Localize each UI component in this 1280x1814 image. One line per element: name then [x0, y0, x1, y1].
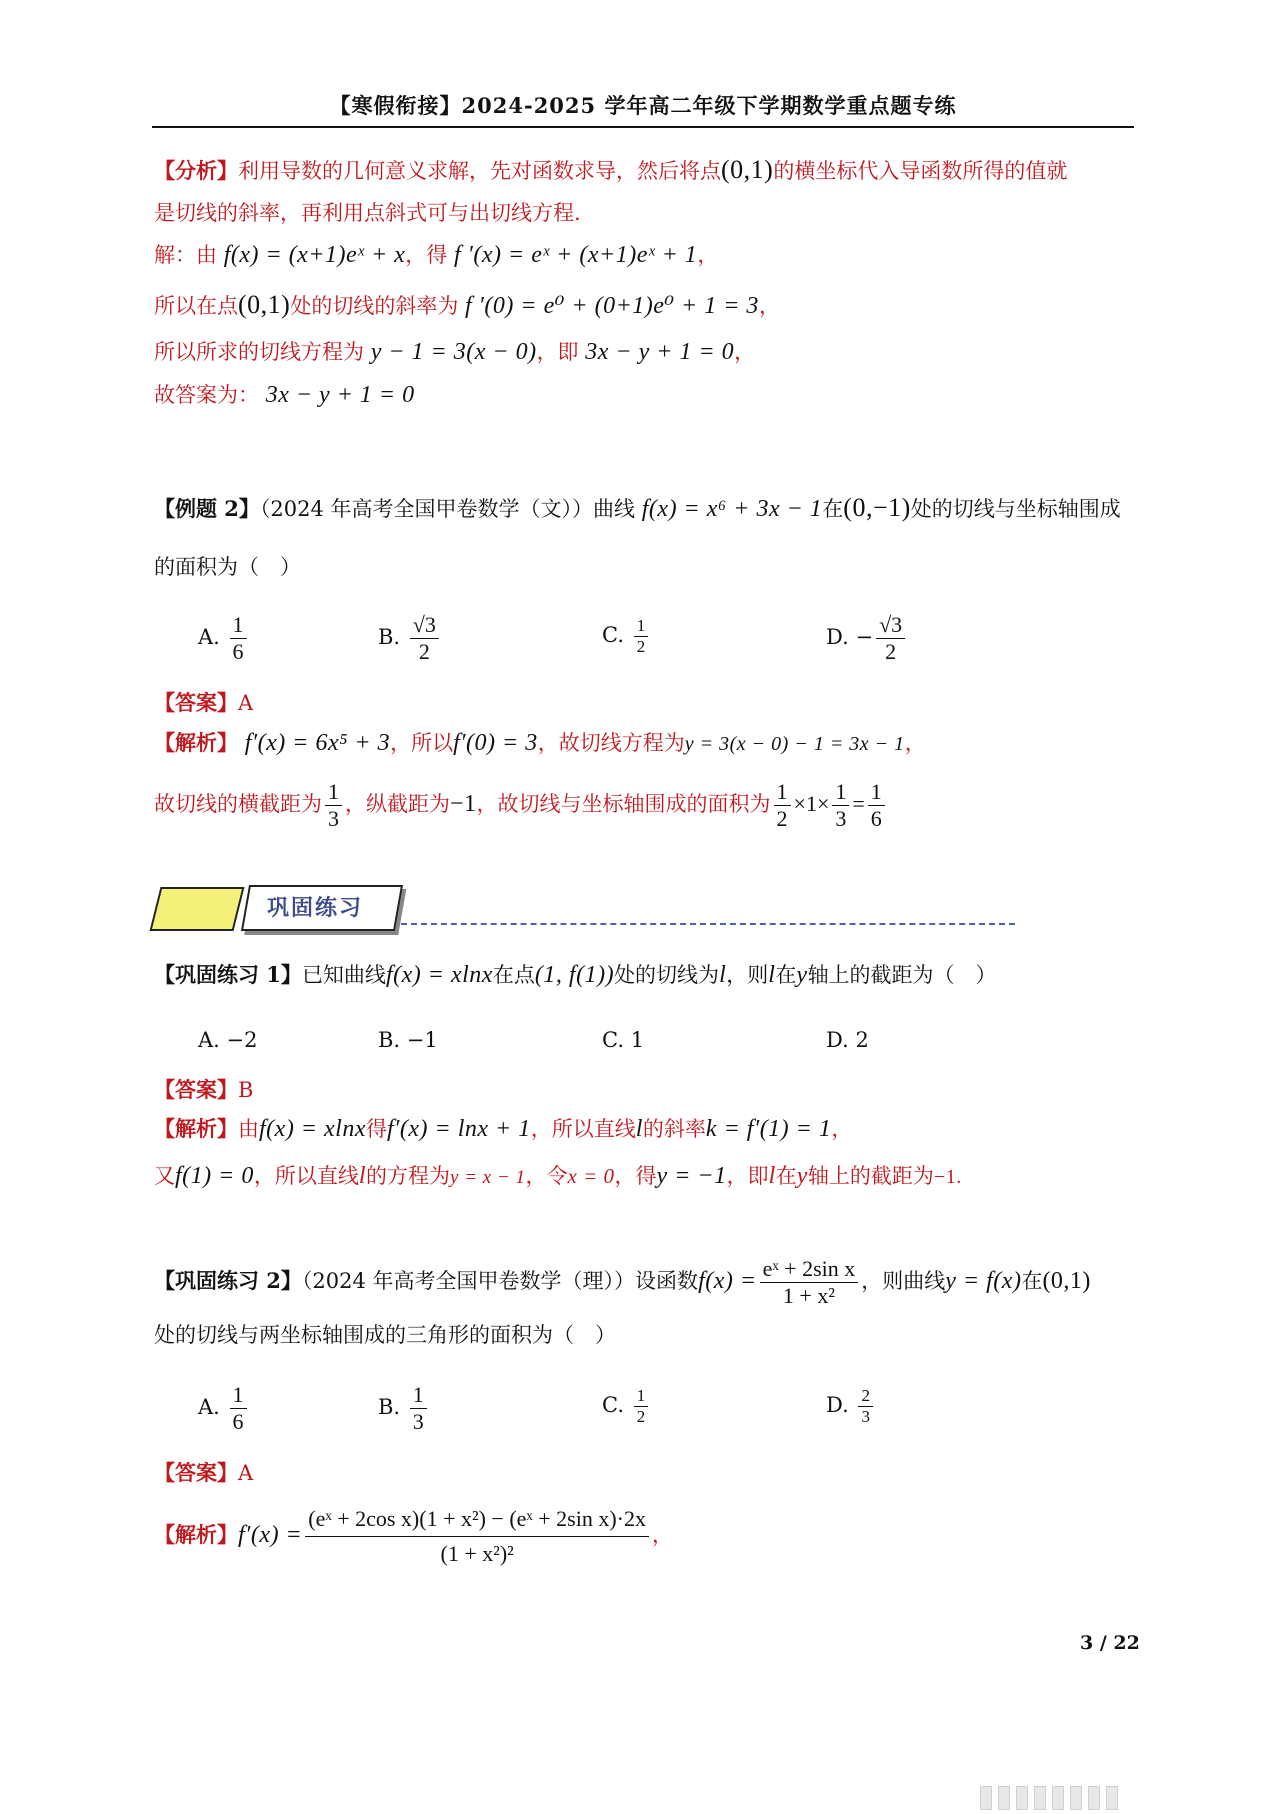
- example2-jiexi-line-1: [154, 728, 926, 759]
- option-label: B.: [378, 1395, 401, 1419]
- solution-text: 解：由: [154, 243, 217, 267]
- jiexi-text: ，: [652, 1523, 674, 1547]
- jiexi-fraction: [325, 779, 342, 832]
- jiexi-text: ，令: [525, 1164, 568, 1188]
- solution-text: ，: [758, 294, 780, 318]
- jiexi-equation: y = 3(x − 0) − 1 = 3x − 1: [684, 733, 905, 755]
- fraction-numerator: 1: [410, 1382, 427, 1409]
- option-fraction: [410, 1382, 427, 1435]
- option-fraction: [230, 1382, 247, 1435]
- fraction-denominator: 6: [232, 1409, 244, 1434]
- scroll-tick: [1034, 1786, 1046, 1810]
- example2-option-c: [602, 616, 651, 657]
- page-number: 3 / 22: [1080, 1632, 1140, 1654]
- solution-text: ，得: [405, 243, 448, 267]
- option-label: C.: [602, 623, 624, 647]
- practice1-var: y: [796, 962, 808, 988]
- example2-option-b: [378, 612, 442, 665]
- practice2-line-2: 处的切线与两坐标轴围成的三角形的面积为（ ）: [154, 1323, 616, 1347]
- fraction-numerator: (eˣ + 2cos x)(1 + x²) − (eˣ + 2sin x)·2x: [305, 1502, 649, 1537]
- example2-point: (0,−1): [843, 493, 911, 522]
- practice2-option-d: [826, 1386, 876, 1427]
- option-value: 1: [630, 1028, 645, 1052]
- example2-option-a: [198, 612, 250, 665]
- jiexi-var: l: [358, 1163, 367, 1189]
- scroll-tick: [1106, 1786, 1118, 1810]
- analysis-tag: 【分析】: [154, 158, 238, 183]
- banner-dashed-line: [401, 923, 1015, 925]
- answer-value: A: [238, 1461, 254, 1485]
- example2-text: 处的切线与坐标轴围成: [910, 497, 1121, 521]
- option-label: A.: [198, 1028, 220, 1052]
- scroll-tick: [1052, 1786, 1064, 1810]
- practice2-option-b: [378, 1382, 430, 1435]
- practice1-option-c: [602, 1028, 644, 1052]
- practice2-line-1: [154, 1256, 1091, 1309]
- jiexi-text: ，纵截距为: [345, 792, 450, 816]
- jiexi-operator: ×1×: [793, 791, 830, 816]
- option-label: D.: [826, 1393, 849, 1417]
- practice2-text: ，则曲线: [861, 1269, 946, 1293]
- jiexi-equation: f(1) = 0: [175, 1163, 254, 1189]
- option-value: −2: [226, 1028, 258, 1052]
- answer-tag: 【答案】: [154, 690, 238, 715]
- solution-equation: f(x) = (x+1)eˣ + x: [223, 242, 406, 268]
- practice2-option-a: [198, 1382, 250, 1435]
- jiexi-operator: =: [852, 791, 865, 816]
- jiexi-equation: y = −1: [656, 1163, 727, 1189]
- option-fraction: [230, 612, 247, 665]
- fraction-denominator: (1 + x²)²: [440, 1541, 514, 1566]
- solution-text: ，: [734, 340, 756, 364]
- practice1-point: (1, f(1)): [534, 962, 615, 988]
- page-header: 【寒假衔接】2024-2025 学年高二年级下学期数学重点题专练: [329, 93, 957, 118]
- jiexi-tag: 【解析】: [154, 730, 238, 755]
- fraction-numerator: √3: [410, 612, 439, 639]
- solution-line-2: [154, 290, 780, 321]
- option-fraction: [410, 612, 439, 665]
- practice1-tag: 【巩固练习 1】: [154, 962, 302, 987]
- analysis-line-1: [154, 155, 1067, 186]
- jiexi-text: ，: [904, 731, 926, 755]
- analysis-text: 利用导数的几何意义求解，先对函数求导，然后将点: [238, 159, 721, 183]
- scroll-tick: [998, 1786, 1010, 1810]
- fraction-numerator: 1: [325, 779, 342, 806]
- practice1-jiexi-line-2: [154, 1161, 962, 1193]
- fraction-denominator: 3: [328, 806, 339, 831]
- jiexi-fraction: [305, 1502, 649, 1571]
- fraction-denominator: 2: [885, 639, 897, 664]
- answer-value: A: [238, 691, 254, 715]
- analysis-line-2: 是切线的斜率，再利用点斜式可与出切线方程.: [154, 201, 581, 225]
- practice1-text: 轴上的截距为（ ）: [807, 963, 997, 987]
- section-banner: [155, 885, 1015, 931]
- fraction-numerator: 1: [832, 779, 849, 806]
- practice1-option-d: [826, 1028, 869, 1052]
- fraction-denominator: 2: [418, 639, 430, 664]
- practice2-point: (0,1): [1042, 1268, 1091, 1294]
- practice1-equation: f(x) = xlnx: [385, 962, 493, 988]
- option-label: D.: [826, 1028, 849, 1052]
- fraction-denominator: 3: [835, 806, 847, 831]
- fraction-denominator: 2: [636, 637, 646, 656]
- practice2-answer: [154, 1458, 253, 1488]
- solution-text: 所以所求的切线方程为: [154, 340, 364, 364]
- jiexi-text: ，故切线方程为: [537, 731, 685, 755]
- practice1-text: 处的切线为: [614, 963, 720, 987]
- analysis-point: (0,1): [721, 155, 774, 184]
- practice1-text: 在: [775, 963, 797, 987]
- jiexi-fraction: [868, 779, 885, 832]
- practice1-text: 已知曲线: [301, 963, 386, 987]
- practice1-var: l: [768, 962, 776, 988]
- jiexi-text: 又: [154, 1164, 175, 1188]
- banner-yellow-block: [150, 887, 245, 931]
- jiexi-var: l: [768, 1163, 776, 1189]
- practice2-fraction: [760, 1256, 859, 1309]
- jiexi-equation: k = f′(1) = 1: [705, 1116, 832, 1142]
- jiexi-text: 得: [365, 1117, 387, 1141]
- jiexi-tag: 【解析】: [154, 1522, 238, 1547]
- practice2-option-c: [602, 1386, 651, 1427]
- option-value: 2: [855, 1028, 869, 1052]
- option-fraction: [876, 612, 905, 665]
- jiexi-equation: f′(x) =: [238, 1522, 303, 1548]
- practice2-equation: y = f(x): [945, 1268, 1022, 1294]
- solution-text: 故答案为：: [154, 383, 259, 407]
- option-label: C.: [602, 1393, 624, 1417]
- practice1-option-b: [378, 1028, 438, 1052]
- fraction-numerator: 1: [774, 779, 791, 806]
- solution-line-3: [154, 337, 755, 367]
- jiexi-var: y: [796, 1163, 808, 1189]
- option-label: D.: [826, 625, 849, 649]
- fraction-numerator: √3: [876, 612, 905, 639]
- option-label: B.: [378, 625, 401, 649]
- answer-tag: 【答案】: [154, 1460, 238, 1485]
- practice1-jiexi-line-1: [154, 1114, 852, 1144]
- option-value: −1: [406, 1028, 438, 1052]
- scroll-tick: [1088, 1786, 1100, 1810]
- option-label: C.: [602, 1028, 624, 1052]
- example2-option-d: [826, 612, 908, 665]
- practice1-line-1: [154, 960, 997, 990]
- practice1-text: 在点: [492, 963, 535, 987]
- jiexi-tag: 【解析】: [154, 1116, 238, 1141]
- solution-equation: 3x − y + 1 = 0: [585, 339, 735, 365]
- fraction-numerator: 1: [230, 612, 247, 639]
- option-label: A.: [198, 1395, 220, 1419]
- jiexi-var: l: [635, 1116, 643, 1142]
- solution-text: 所以在点: [154, 294, 238, 318]
- jiexi-text: 的方程为: [366, 1164, 451, 1188]
- jiexi-value: −1: [450, 791, 477, 817]
- jiexi-text: ，所以直线: [253, 1164, 359, 1188]
- jiexi-text: ，即: [726, 1164, 769, 1188]
- jiexi-text: ，所以直线: [530, 1117, 636, 1141]
- fraction-numerator: 2: [858, 1386, 873, 1407]
- fraction-denominator: 6: [870, 806, 882, 831]
- practice2-jiexi: [154, 1500, 673, 1571]
- solution-text: ，: [697, 243, 719, 267]
- fraction-denominator: 2: [636, 1407, 646, 1426]
- practice1-text: ，则: [726, 963, 769, 987]
- jiexi-text: 的斜率: [642, 1117, 706, 1141]
- jiexi-equation: f′(x) = lnx + 1: [386, 1116, 531, 1142]
- solution-equation: f ′(0) = e⁰ + (0+1)e⁰ + 1 = 3: [465, 293, 759, 319]
- solution-equation: f ′(x) = eˣ + (x+1)eˣ + 1: [453, 242, 698, 268]
- option-fraction: [634, 1386, 649, 1427]
- jiexi-text: ，得: [614, 1164, 657, 1188]
- fraction-denominator: 3: [412, 1409, 424, 1434]
- fraction-denominator: 6: [232, 639, 244, 664]
- practice2-text: （2024 年高考全国甲卷数学（理））设函数: [301, 1269, 699, 1293]
- example2-text: （2024 年高考全国甲卷数学（文））曲线: [259, 497, 636, 521]
- practice1-option-a: [198, 1028, 258, 1052]
- jiexi-text: 在: [775, 1164, 797, 1188]
- jiexi-equation: y = x − 1: [450, 1167, 526, 1188]
- jiexi-fraction: [774, 779, 791, 832]
- answer-tag: 【答案】: [154, 1077, 238, 1102]
- answer-value: B: [238, 1078, 254, 1102]
- jiexi-text: ，故切线与坐标轴围成的面积为: [476, 792, 771, 816]
- example2-answer: [154, 688, 253, 718]
- scroll-indicator[interactable]: [980, 1786, 1270, 1810]
- example2-line-1: [154, 493, 1121, 524]
- fraction-denominator: 1 + x²: [782, 1283, 835, 1308]
- option-sign: −: [855, 625, 874, 649]
- option-fraction: [634, 616, 649, 657]
- example2-tag: 【例题 2】: [154, 496, 260, 521]
- fraction-denominator: 2: [776, 806, 788, 831]
- practice1-var: l: [719, 962, 727, 988]
- jiexi-value: −1.: [933, 1166, 962, 1188]
- section-label: 巩固练习: [267, 896, 364, 921]
- scroll-tick: [1070, 1786, 1082, 1810]
- fraction-numerator: 1: [634, 616, 649, 637]
- fraction-denominator: 3: [861, 1407, 870, 1426]
- solution-equation: y − 1 = 3(x − 0): [370, 339, 537, 365]
- jiexi-fraction: [832, 779, 849, 832]
- example2-equation: f(x) = x⁶ + 3x − 1: [641, 496, 823, 522]
- solution-point: (0,1): [238, 290, 291, 319]
- jiexi-equation: f(x) = xlnx: [259, 1116, 366, 1142]
- practice1-answer: [154, 1075, 253, 1105]
- jiexi-equation: x = 0: [567, 1164, 615, 1188]
- fraction-numerator: 1: [868, 779, 885, 806]
- practice2-text: 在: [1021, 1269, 1043, 1293]
- scroll-tick: [1016, 1786, 1028, 1810]
- option-label: A.: [198, 625, 220, 649]
- solution-line-1: [154, 240, 718, 270]
- practice2-tag: 【巩固练习 2】: [154, 1268, 302, 1293]
- jiexi-text: ，: [831, 1117, 853, 1141]
- solution-line-4: [154, 380, 415, 410]
- solution-equation: 3x − y + 1 = 0: [265, 382, 415, 408]
- header-rule: [152, 126, 1134, 128]
- jiexi-text: 故切线的横截距为: [154, 792, 322, 816]
- example2-jiexi-line-2: [154, 776, 888, 832]
- solution-text: ，即: [536, 340, 579, 364]
- jiexi-equation: f′(0) = 3: [453, 730, 538, 756]
- scroll-tick: [980, 1786, 992, 1810]
- example2-line-2: 的面积为（ ）: [154, 555, 301, 579]
- option-fraction: [858, 1386, 873, 1427]
- example2-text: 在: [822, 497, 844, 521]
- solution-text: 处的切线的斜率为: [290, 294, 459, 318]
- fraction-numerator: 1: [230, 1382, 247, 1409]
- jiexi-equation: f′(x) = 6x⁵ + 3: [244, 730, 391, 756]
- option-label: B.: [378, 1028, 401, 1052]
- fraction-numerator: eˣ + 2sin x: [760, 1256, 859, 1283]
- practice2-equation: f(x) =: [698, 1268, 757, 1294]
- jiexi-text: 轴上的截距为: [807, 1164, 934, 1188]
- analysis-text-b: 的横坐标代入导函数所得的值就: [773, 159, 1068, 183]
- fraction-numerator: 1: [634, 1386, 649, 1407]
- jiexi-text: ，所以: [390, 731, 454, 755]
- jiexi-text: 由: [238, 1117, 259, 1141]
